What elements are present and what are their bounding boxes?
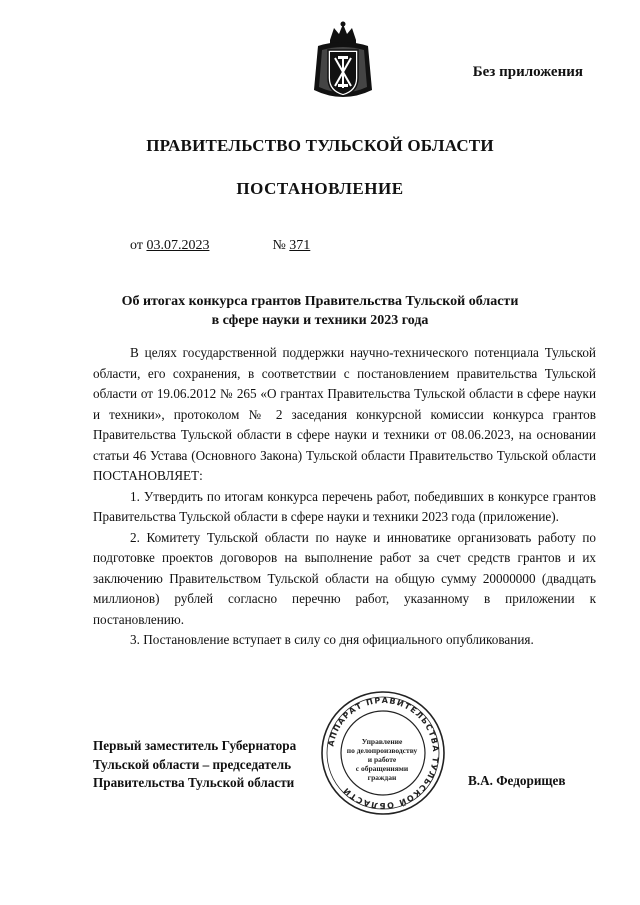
stamp-center-text — [343, 737, 421, 782]
document-body — [93, 343, 596, 651]
preamble-paragraph: В целях государственной поддержки научно-технического потенциала Тульской области, его сохранения, в соответствии с постановлением правительства Тульской области от 19.06.2012 № 265 «О грантах Правительства Тульской области в сфере науки и техники», протоколом № 2 заседания конкурсной комиссии конкурса грантов Правительства Тульской области в сфере науки и техники от 08.06.2023, на основании статьи 46 Устава (Основного Закона) Тульской области Правительство Тульской области ПОСТАНОВЛЯЕТ: — [93, 345, 596, 483]
attachment-note: Без приложения — [472, 64, 583, 80]
signature-line-1: Первый заместитель Губернатора — [93, 738, 297, 753]
title-line-1: Об итогах конкурса грантов Правительства Тульской области — [121, 294, 519, 309]
stamp-line-3: и работе — [367, 755, 397, 764]
date-prefix: от — [130, 238, 143, 253]
signature-position — [93, 737, 296, 793]
item-2-paragraph: 2. Комитету Тульской области по науке и инноватике организовать работу по подготовке проектов договоров на выполнение работ за счет средств грантов и их заключению Правительством Тульской области на общую сумму 20000000 (двадцать миллионов) рублей согласно перечню работ, указанному в приложении к постановлению. — [93, 529, 596, 627]
stamp-line-5: граждан — [367, 773, 397, 782]
document-date: 03.07.2023 — [146, 238, 210, 253]
stamp-ring-text: АППАРАТ ПРАВИТЕЛЬСТВА ТУЛЬСКОЙ ОБЛАСТИ — [326, 695, 441, 811]
signer-name: В.А. Федорищев — [468, 773, 566, 788]
document-title — [0, 292, 640, 330]
number-prefix: № — [272, 238, 286, 253]
document-number: 371 — [289, 238, 311, 253]
item-3-paragraph: 3. Постановление вступает в силу со дня официального опубликования. — [130, 632, 534, 647]
document-type: ПОСТАНОВЛЕНИЕ — [236, 179, 404, 198]
signature-line-2: Тульской области – председатель — [93, 756, 292, 772]
signature-line-3: Правительства Тульской области — [93, 775, 295, 790]
date-number-line — [130, 238, 310, 254]
government-name: ПРАВИТЕЛЬСТВО ТУЛЬСКОЙ ОБЛАСТИ — [146, 136, 494, 155]
stamp-line-2: по делопроизводству — [346, 746, 418, 755]
item-1-paragraph: 1. Утвердить по итогам конкурса перечень работ, победивших в конкурсе грантов Правительства Тульской области в сфере науки и техники 2023 года (приложение). — [93, 488, 596, 524]
stamp-line-4: с обращениями — [355, 764, 409, 773]
coat-of-arms-icon — [310, 20, 376, 106]
title-line-2: в сфере науки и техники 2023 года — [211, 313, 429, 328]
stamp-line-1: Управление — [361, 737, 403, 746]
